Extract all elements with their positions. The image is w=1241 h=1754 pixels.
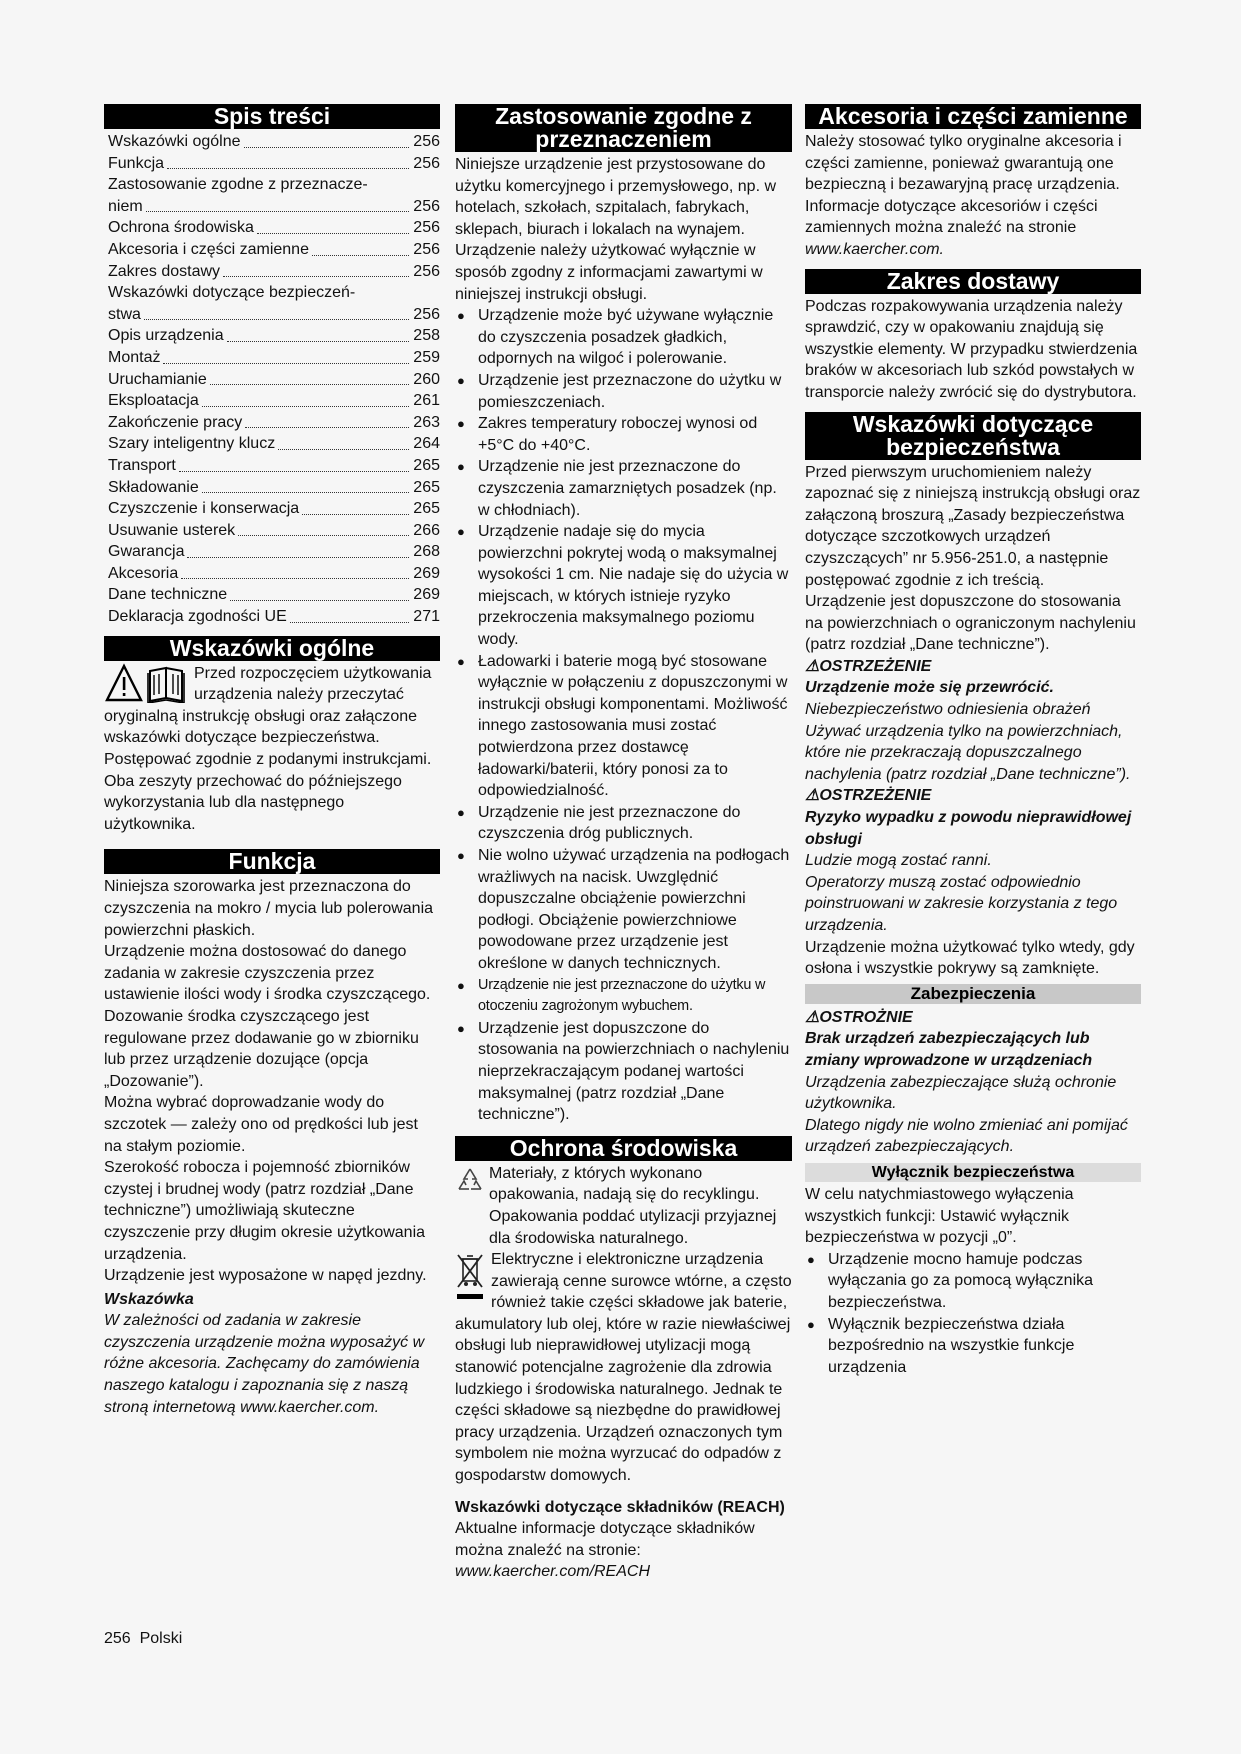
caution-text-1: Urządzenia zabezpieczające służą ochronie użytkownika. [805,1073,1117,1113]
toc-entry-label: Czyszczenie i konserwacja [108,500,300,518]
accessories-heading: Akcesoria i części zamienne [805,104,1141,129]
toc-entry[interactable] [108,304,440,326]
warning-text-1a: Niebezpieczeństwo odniesienia obrażeń [805,701,1091,719]
toc-entry-label: Wskazówki ogólne [108,133,241,150]
toc-entry[interactable] [108,584,440,606]
toc-entry-line [108,174,440,196]
toc-entry[interactable] [108,390,440,412]
toc-entry[interactable] [108,563,440,585]
toc-entry-label-line: Zastosowanie zgodne z przeznacze- [108,176,368,194]
function-paragraph-1: Niniejsza szorowarka jest przeznaczona do czyszczenia na mokro / mycia lub polerowania powierzchni płaskich. [104,878,434,939]
list-item: ● Urządzenie nie jest przeznaczone do użytku w otoczeniu zagrożonym wybuchem. [455,975,792,1018]
column-1 [104,104,440,1418]
toc-entry-page: 268 [413,543,440,561]
toc-entry[interactable] [108,196,440,218]
toc-leader-dots [290,622,410,623]
safety-paragraph-1: Przed pierwszym uruchomieniem należy zapoznać się z niniejszą instrukcją obsługi oraz załączoną broszurą „Zasady bezpieczeństwa dotyczące szczotkowych urządzeń czyszczących” nr 5.956-251.0, a następnie postępować zgodnie z ich treścią. [805,463,1141,589]
intended-use-heading: Zastosowanie zgodne z przeznaczeniem [455,104,792,152]
safety-heading: Wskazówki dotyczące bezpieczeństwa [805,412,1141,460]
caution-text-2: Dlatego nigdy nie wolno zmieniać ani pomijać urządzeń zabezpieczających. [805,1116,1128,1156]
warning-book-icon [104,663,190,703]
toc-entry[interactable] [108,541,440,563]
toc-entry-page: 263 [413,413,440,431]
reach-heading: Wskazówki dotyczące składników (REACH) [455,1498,785,1516]
list-item: ● Urządzenie jest dopuszczone do stosowania na powierzchniach o nachyleniu nieprzekraczającym podanej wartości maksymalnej (patrz rozdział „Dane techniczne”). [455,1018,792,1126]
warning-text-2b: Operatorzy muszą zostać odpowiednio poinstruowani w zakresie korzystania z tego urządzenia. [805,873,1118,934]
list-item: ● Urządzenie nadaje się do mycia powierzchni pokrytej wodą o maksymalnej wysokości 1 cm. Nie nadaje się do użycia w miejscach, w których istnieje ryzyko przekroczenia maksymalnego poziomu wody. [455,521,792,651]
warning-title-1: Urządzenie może się przewrócić. [805,679,1054,697]
toc-entry[interactable] [108,520,440,542]
toc-leader-dots [179,471,409,472]
toc-leader-dots [238,535,409,536]
toc-entry-label: Eksploatacja [108,392,199,410]
recycling-icon [455,1165,485,1197]
toc-entry-label: Szary inteligentny klucz [108,435,276,453]
toc-entry[interactable] [108,239,440,261]
toc-entry-label: niem [108,197,143,215]
list-item: ● Wyłącznik bezpieczeństwa działa bezpośrednio na wszystkie funkcje urządzenia [805,1314,1141,1379]
warning-text-2a: Ludzie mogą zostać ranni. [805,852,992,870]
toc-entry[interactable] [108,217,440,239]
page-footer [104,1630,182,1648]
toc-entry[interactable] [108,131,440,153]
toc-entry[interactable] [108,433,440,455]
toc-entry-page: 256 [413,305,440,323]
toc-leader-dots [181,578,409,579]
general-intro [104,663,440,771]
toc-entry-label: Dane techniczne [108,586,228,604]
environment-paragraph-2: Elektryczne i elektroniczne urządzenia zawierają cenne surowce wtórne, a często również takie części składowe jak baterie, akumulatory lub olej, które w razie niewłaściwej obsługi lub nieprawidłowej utylizacji mogą stanowić potencjalne zagrożenie dla zdrowia ludzkiego i środowiska naturalnego. Jednak te części składowe są niezbędne do prawidłowej pracy urządzenia. Urządzeń oznaczonych tym symbolem nie można wyrzucać do odpadów z gospodarstw domowych. [455,1251,792,1485]
toc-entry-label: Usuwanie usterek [108,521,236,539]
protection-heading: Zabezpieczenia [805,984,1141,1004]
safety-switch-heading: Wyłącznik bezpieczeństwa [805,1163,1141,1182]
recycling-block [455,1163,792,1249]
toc-entry-page: 256 [413,197,440,215]
toc-heading: Spis treści [104,104,440,129]
toc-leader-dots [257,233,409,234]
caution-label: ⚠OSTROŻNIE [805,1008,913,1026]
toc-leader-dots [278,449,409,450]
toc-entry-page: 265 [413,478,440,496]
safety-paragraph-3: Urządzenie można użytkować tylko wtedy, gdy osłona i wszystkie pokrywy są zamknięte. [805,938,1135,978]
toc-leader-dots [244,147,410,148]
toc-entry-label: Gwarancja [108,543,185,561]
toc-entry[interactable] [108,325,440,347]
toc-entry[interactable] [108,261,440,283]
list-item: ● Ładowarki i baterie mogą być stosowane wyłącznie w połączeniu z dopuszczonymi w instrukcji obsługi komponentami. Możliwość innego zastosowania musi zostać potwierdzona przez dostawcę ładowarki/baterii, który ponosi za to odpowiedzialność. [455,651,792,802]
toc-leader-dots [223,276,409,277]
warning-text-1b: Używać urządzenia tylko na powierzchniach, które nie przekraczają dopuszczalnego nachylenia (patrz rozdział „Dane techniczne”). [805,722,1131,783]
safety-switch-list [805,1249,1141,1379]
toc-entry-page: 256 [413,262,440,280]
toc-entry[interactable] [108,606,440,628]
intended-paragraph: Niniejsze urządzenie jest przystosowane do użytku komercyjnego i przemysłowego, np. w hotelach, szkołach, szpitalach, fabrykach, sklepach, biurach i lokalach na wynajem. Urządzenie należy użytkować wyłącznie w sposób zgodny z informacjami zawartymi w niniejszej instrukcji obsługi. [455,156,777,303]
page-number: 256 [104,1630,131,1647]
toc-leader-dots [230,600,409,601]
toc-leader-dots [210,384,410,385]
function-paragraph-2: Urządzenie można dostosować do danego zadania w zakresie czyszczenia przez ustawienie ilości wody i środka czyszczącego. Dozowanie środka czyszczącego jest regulowane przez dodawanie go w zbiorniku lub przez urządzenie dozujące (opcja „Dozowanie”). [104,943,431,1090]
toc-list [104,131,440,628]
toc-entry-page: 266 [413,521,440,539]
warning-title-2: Ryzyko wypadku z powodu nieprawidłowej obsługi [805,809,1132,848]
toc-entry-label: Deklaracja zgodności UE [108,608,287,626]
toc-entry[interactable] [108,153,440,175]
list-item: ● Urządzenie nie jest przeznaczone do czyszczenia dróg publicznych. [455,802,792,845]
caution-title: Brak urządzeń zabezpieczających lub zmiany wprowadzone w urządzeniach [805,1030,1093,1069]
general-paragraph-2: Oba zeszyty przechować do późniejszego wykorzystania lub dla następnego użytkownika. [104,772,402,833]
environment-heading: Ochrona środowiska [455,1136,792,1161]
toc-entry-label: Transport [108,456,176,474]
toc-leader-dots [227,341,410,342]
accessories-text: Informacje dotyczące akcesoriów i części zamiennych można znaleźć na stronie [805,197,1098,237]
toc-entry-page: 256 [413,219,440,237]
toc-entry-page: 269 [413,564,440,582]
toc-entry-page: 261 [413,392,440,410]
toc-entry-label: Montaż [108,348,161,366]
toc-entry-label: Funkcja [108,154,165,172]
list-item: ● Urządzenie może być używane wyłącznie do czyszczenia posadzek gładkich, odpornych na wilgoć i polerowanie. [455,305,792,370]
toc-entry-label: stwa [108,305,141,323]
toc-leader-dots [202,406,410,407]
general-heading: Wskazówki ogólne [104,636,440,661]
toc-leader-dots [302,514,409,515]
toc-entry-page: 256 [413,154,440,172]
note-text: W zależności od zadania w zakresie czyszczenia urządzenie można wyposażyć w różne akcesoria. Zachęcamy do zamówienia naszego katalogu i zapoznania się z naszą stroną internetową www.kaercher.com. [104,1312,425,1416]
toc-entry-label-line: Wskazówki dotyczące bezpieczeń- [108,284,356,302]
toc-entry[interactable] [108,369,440,391]
toc-entry-label: Uruchamianie [108,370,207,388]
toc-entry-line [108,282,440,304]
crossed-bin-icon [455,1251,485,1305]
toc-entry-page: 265 [413,500,440,518]
environment-paragraph-1: Materiały, z których wykonano opakowania, nadają się do recyklingu. Opakowania poddać utylizacji przyjaznej dla środowiska naturalnego. [489,1164,777,1247]
list-item: ● Urządzenie jest przeznaczone do użytku w pomieszczeniach. [455,370,792,413]
scope-paragraph: Podczas rozpakowywania urządzenia należy sprawdzić, czy w opakowaniu znajdują się wszystkie elementy. W przypadku stwierdzenia braków w akcesoriach lub szkód powstałych w transporcie należy zwrócić się do dystrybutora. [805,297,1138,401]
function-paragraph-3: Można wybrać doprowadzanie wody do szczotek — zależy ono od prędkości lub jest na stałym poziomie. [104,1094,418,1155]
accessories-link[interactable]: www.kaercher.com. [805,240,944,258]
reach-paragraph [455,1518,792,1583]
warning-label-2: ⚠OSTRZEŻENIE [805,787,932,805]
toc-entry-label: Zakres dostawy [108,262,221,280]
toc-entry[interactable] [108,347,440,369]
list-item: ● Urządzenie mocno hamuje podczas wyłączania go za pomocą wyłącznika bezpieczeństwa. [805,1249,1141,1314]
general-paragraph-1: Przed rozpoczęciem użytkowania urządzenia należy przeczytać oryginalną instrukcję obsługi oraz załączone wskazówki dotyczące bezpieczeństwa. Postępować zgodnie z podanymi instrukcjami. [104,664,432,769]
scope-heading: Zakres dostawy [805,269,1141,294]
list-item: ● Nie wolno używać urządzenia na podłogach wrażliwych na nacisk. Uwzględnić dopuszczalne obciążenie powierzchni podłogi. Obciążenie powierzchniowe powodowane przez urządzenie jest określone w danych technicznych. [455,845,792,975]
toc-entry[interactable] [108,498,440,520]
toc-entry-label: Składowanie [108,478,199,496]
toc-entry[interactable] [108,412,440,434]
intended-bullet-list [455,305,792,1126]
toc-leader-dots [146,211,410,212]
toc-entry-page: 271 [413,608,440,626]
toc-leader-dots [167,168,409,169]
toc-entry-label: Ochrona środowiska [108,219,254,237]
function-paragraph-5: Urządzenie jest wyposażone w napęd jezdny. [104,1267,427,1285]
toc-entry-page: 259 [413,348,440,366]
accessories-paragraph-2 [805,196,1141,261]
toc-leader-dots [163,363,409,364]
toc-entry-page: 269 [413,586,440,604]
footer-language: Polski [139,1630,183,1647]
warning-label-1: ⚠OSTRZEŻENIE [805,657,932,675]
accessories-paragraph-1: Należy stosować tylko oryginalne akcesoria i części zamienne, ponieważ gwarantują one bezpieczną i bezawaryjną pracę urządzenia. [805,133,1122,194]
toc-leader-dots [312,255,409,256]
toc-entry[interactable] [108,477,440,499]
toc-entry-page: 258 [413,327,440,345]
toc-leader-dots [245,427,409,428]
safety-paragraph-2: Urządzenie jest dopuszczone do stosowania na powierzchniach o ograniczonym nachyleniu (patrz rozdział „Dane techniczne”). [805,593,1136,654]
toc-entry[interactable] [108,455,440,477]
toc-entry-label: Zakończenie pracy [108,413,243,431]
toc-entry-label: Opis urządzenia [108,327,224,345]
list-item: ● Zakres temperatury roboczej wynosi od +5°C do +40°C. [455,413,792,456]
toc-entry-page: 265 [413,456,440,474]
weee-block [455,1249,792,1487]
toc-entry-label: Akcesoria i części zamienne [108,240,309,258]
toc-leader-dots [144,319,409,320]
function-paragraph-4: Szerokość robocza i pojemność zbiorników czystej i brudnej wody (patrz rozdział „Dane techniczne”) umożliwiają skuteczne czyszczenie przy długim okresie użytkowania urządzenia. [104,1159,426,1263]
toc-entry-label: Akcesoria [108,564,179,582]
reach-link[interactable]: www.kaercher.com/REACH [455,1563,651,1581]
reach-text: Aktualne informacje dotyczące składników można znaleźć na stronie: [455,1520,755,1559]
list-item: ● Urządzenie nie jest przeznaczone do czyszczenia zamarzniętych posadzek (np. w chłodniach). [455,456,792,521]
function-heading: Funkcja [104,849,440,874]
toc-entry-page: 256 [413,240,440,258]
column-3 [805,104,1141,1378]
toc-leader-dots [202,492,410,493]
toc-leader-dots [187,557,409,558]
safety-switch-paragraph: W celu natychmiastowego wyłączenia wszystkich funkcji: Ustawić wyłącznik bezpieczeństwa w pozycji „0”. [805,1185,1074,1247]
note-title: Wskazówka [104,1290,194,1308]
column-2 [455,104,792,1583]
toc-entry-page: 256 [413,133,440,150]
toc-entry-page: 264 [413,435,440,453]
toc-entry-page: 260 [413,370,440,388]
